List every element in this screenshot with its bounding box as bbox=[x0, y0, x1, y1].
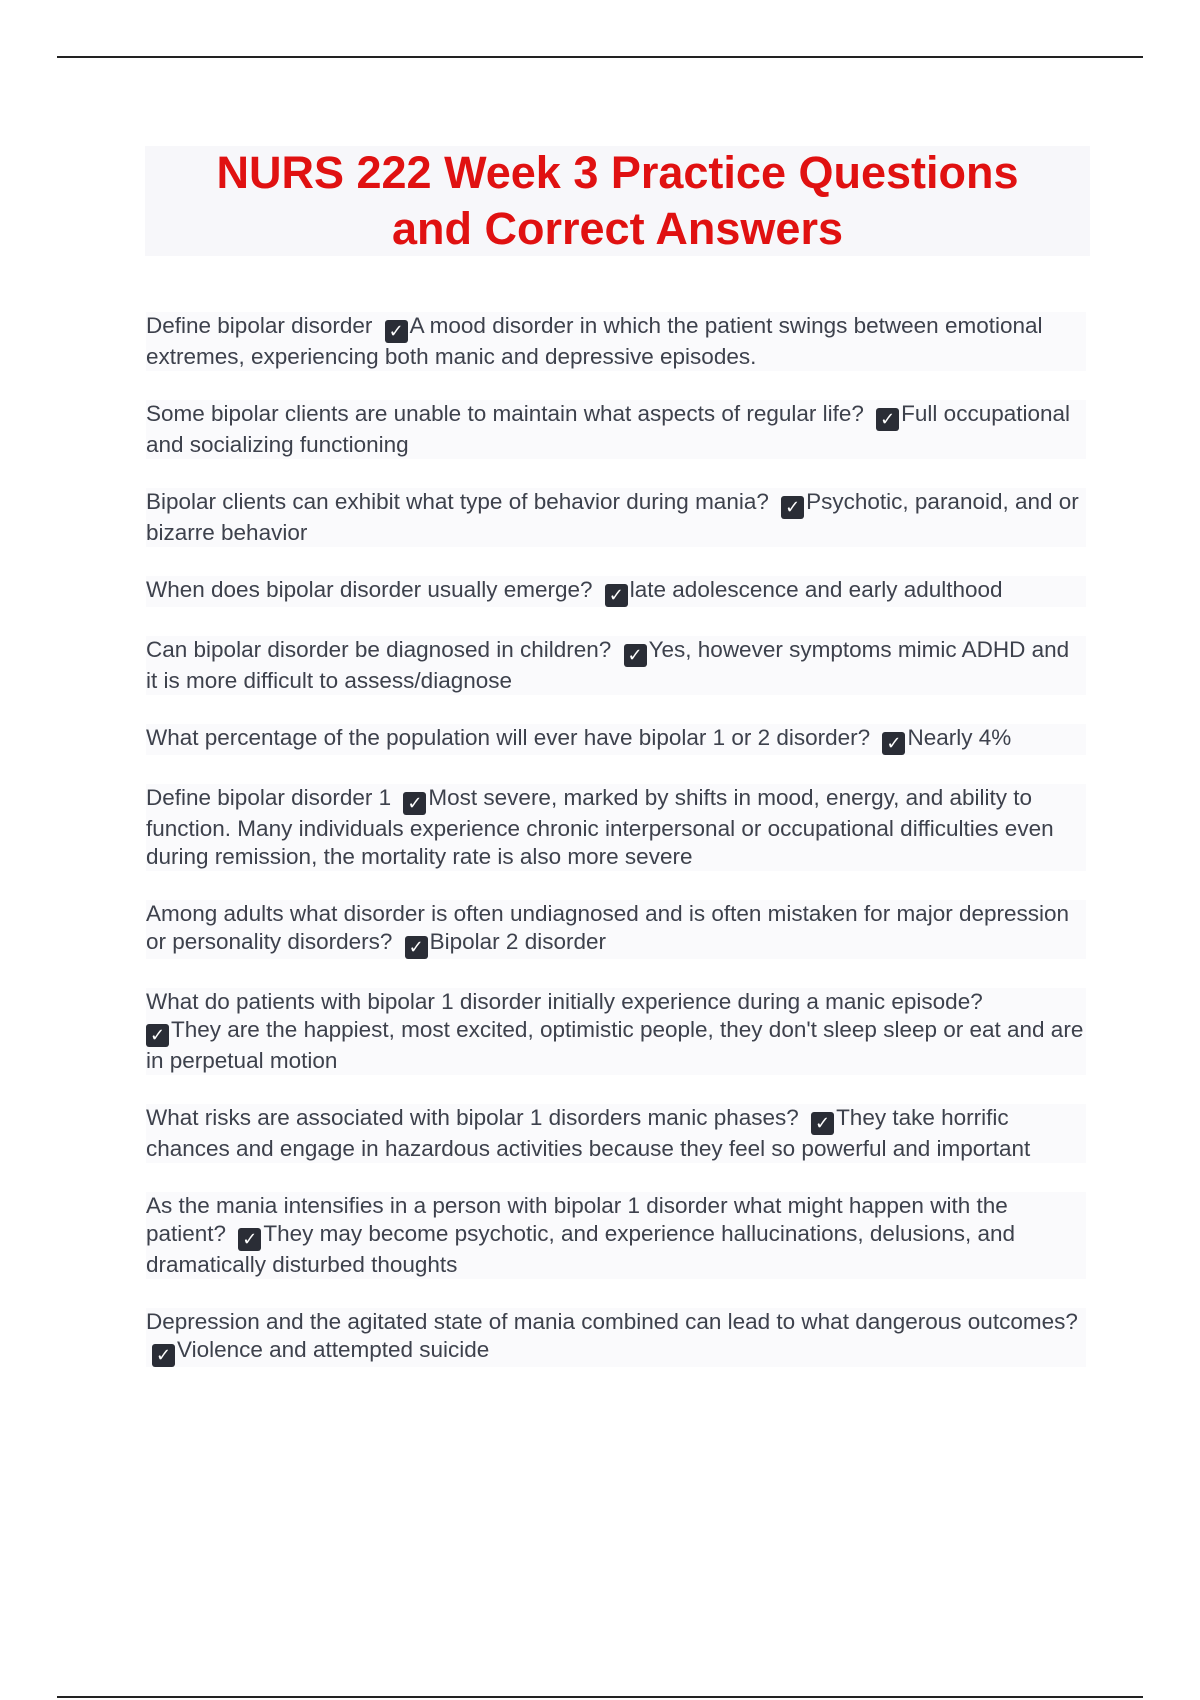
page-title-line-1: NURS 222 Week 3 Practice Questions bbox=[216, 147, 1019, 198]
qa-item bbox=[146, 988, 1086, 1075]
question-text: What percentage of the population will ever have bipolar 1 or 2 disorder? bbox=[146, 725, 871, 750]
qa-item bbox=[146, 488, 1086, 547]
answer-text: They may become psychotic, and experience hallucinations, delusions, and dramatically disturbed thoughts bbox=[146, 1221, 1016, 1277]
checkbox-check-icon: ✓ bbox=[403, 792, 426, 815]
qa-item bbox=[146, 400, 1086, 459]
answer-text: late adolescence and early adulthood bbox=[629, 577, 1003, 602]
answer-text: They are the happiest, most excited, optimistic people, they don't sleep sleep or eat and are in perpetual motion bbox=[146, 1017, 1084, 1073]
checkbox-check-icon: ✓ bbox=[146, 1024, 169, 1047]
qa-item bbox=[146, 576, 1086, 607]
checkbox-check-icon: ✓ bbox=[405, 936, 428, 959]
checkbox-check-icon: ✓ bbox=[882, 732, 905, 755]
qa-item bbox=[146, 1308, 1086, 1367]
checkbox-check-icon: ✓ bbox=[385, 320, 408, 343]
question-text: Define bipolar disorder bbox=[146, 313, 373, 338]
answer-text: Violence and attempted suicide bbox=[177, 1337, 490, 1362]
question-text: Bipolar clients can exhibit what type of behavior during mania? bbox=[146, 489, 769, 514]
qa-item bbox=[146, 312, 1086, 371]
bottom-rule bbox=[57, 1696, 1143, 1698]
answer-text: Most severe, marked by shifts in mood, energy, and ability to function. Many individuals experience chronic interpersonal or occupational difficulties even during remission, the mortality rate is also more severe bbox=[146, 785, 1054, 869]
checkbox-check-icon: ✓ bbox=[876, 408, 899, 431]
question-text: Can bipolar disorder be diagnosed in children? bbox=[146, 637, 612, 662]
answer-text: Nearly 4% bbox=[907, 725, 1012, 750]
qa-item bbox=[146, 1192, 1086, 1279]
answer-text: They take horrific chances and engage in hazardous activities because they feel so powerful and important bbox=[146, 1105, 1031, 1161]
question-text: When does bipolar disorder usually emerge? bbox=[146, 577, 593, 602]
question-text: Depression and the agitated state of mania combined can lead to what dangerous outcomes? bbox=[146, 1309, 1078, 1334]
question-text: As the mania intensifies in a person with bipolar 1 disorder what might happen with the patient? bbox=[146, 1193, 1008, 1246]
title-banner bbox=[145, 146, 1090, 256]
answer-text: Yes, however symptoms mimic ADHD and it is more difficult to assess/diagnose bbox=[146, 637, 1070, 693]
qa-item bbox=[146, 784, 1086, 871]
checkbox-check-icon: ✓ bbox=[238, 1228, 261, 1251]
qa-item bbox=[146, 900, 1086, 959]
question-text: What risks are associated with bipolar 1 disorders manic phases? bbox=[146, 1105, 799, 1130]
answer-text: A mood disorder in which the patient swings between emotional extremes, experiencing both manic and depressive episodes. bbox=[146, 313, 1043, 369]
question-text: Define bipolar disorder 1 bbox=[146, 785, 392, 810]
checkbox-check-icon: ✓ bbox=[605, 584, 628, 607]
page-title-line-2: and Correct Answers bbox=[392, 203, 843, 254]
checkbox-check-icon: ✓ bbox=[624, 644, 647, 667]
qa-item bbox=[146, 724, 1086, 755]
answer-text: Bipolar 2 disorder bbox=[429, 929, 606, 954]
qa-item bbox=[146, 1104, 1086, 1163]
top-rule bbox=[57, 56, 1143, 58]
answer-text: Full occupational and socializing functioning bbox=[146, 401, 1071, 457]
qa-list bbox=[146, 312, 1086, 1396]
checkbox-check-icon: ✓ bbox=[152, 1344, 175, 1367]
question-text: Some bipolar clients are unable to maintain what aspects of regular life? bbox=[146, 401, 864, 426]
checkbox-check-icon: ✓ bbox=[781, 496, 804, 519]
qa-item bbox=[146, 636, 1086, 695]
answer-text: Psychotic, paranoid, and or bizarre behavior bbox=[146, 489, 1079, 545]
question-text: Among adults what disorder is often undiagnosed and is often mistaken for major depression or personality disorders? bbox=[146, 901, 1070, 954]
checkbox-check-icon: ✓ bbox=[811, 1112, 834, 1135]
question-text: What do patients with bipolar 1 disorder initially experience during a manic episode? bbox=[146, 989, 983, 1014]
